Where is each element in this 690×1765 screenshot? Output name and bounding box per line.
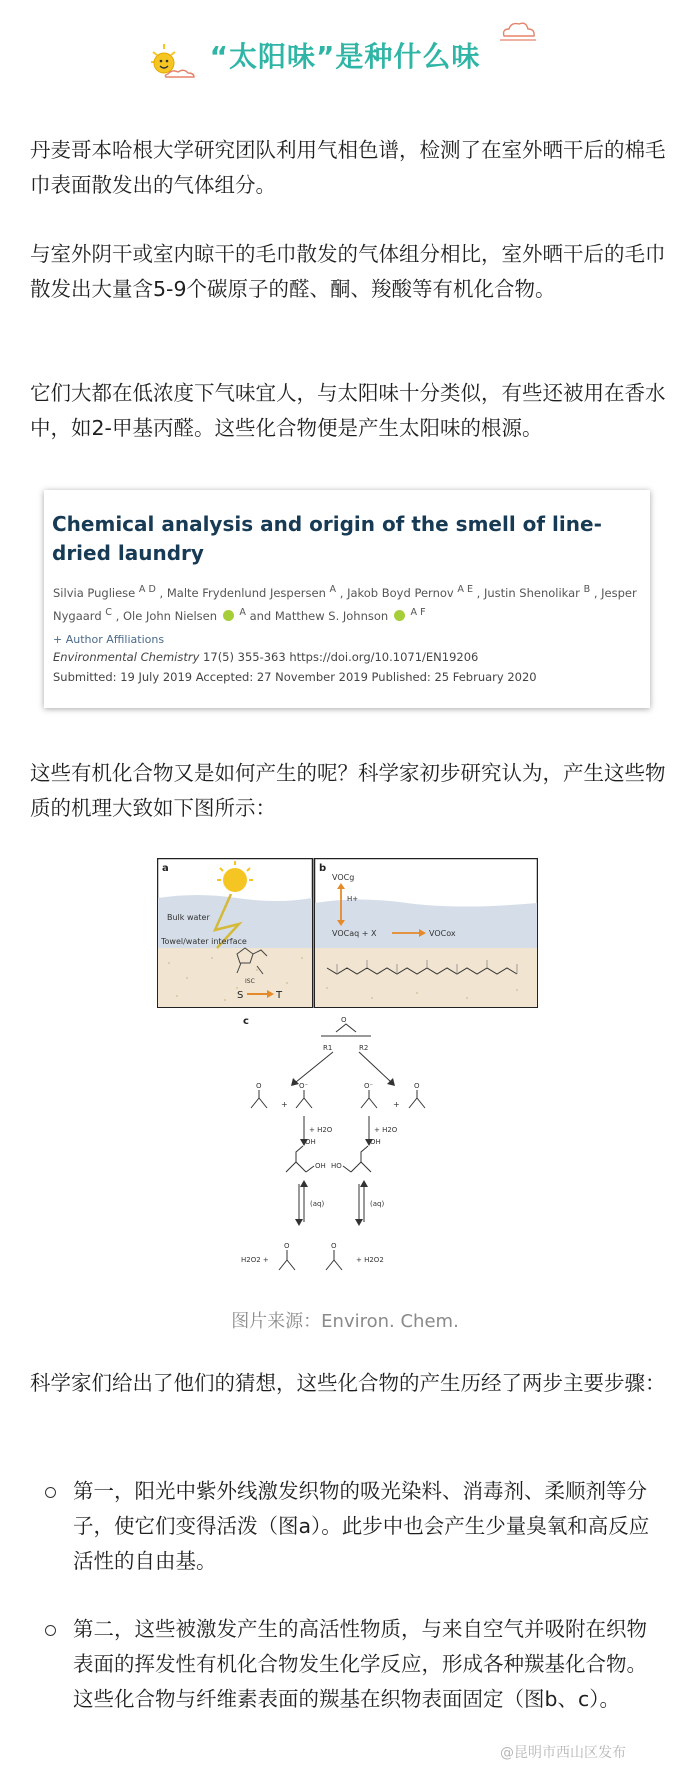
paragraph-hypothesis: 科学家们给出了他们的猜想，这些化合物的产生历经了两步主要步骤：: [30, 1371, 666, 1395]
panel-b-label: b: [319, 863, 327, 874]
svg-text:OH: OH: [305, 1138, 316, 1146]
svg-text:O: O: [284, 1242, 290, 1250]
author-affil-sup: A E: [457, 584, 474, 595]
svg-text:O: O: [331, 1242, 337, 1250]
author-name[interactable]: , Malte Frydenlund Jespersen: [159, 585, 326, 600]
paragraph-comparison: 与室外阴干或室内晾干的毛巾散发的气体组分相比，室外晒干后的毛巾散发出大量含5-9个碳原子的醛、酮、羧酸等有机化合物。: [30, 242, 666, 301]
h2o2-label-right: + H2O2: [356, 1256, 384, 1264]
bullet-circle-icon: [45, 1487, 56, 1498]
bulk-water-label: Bulk water: [167, 913, 210, 922]
s-label: S: [237, 990, 244, 1001]
author-affil-sup: A D: [138, 584, 156, 595]
orcid-icon[interactable]: [223, 610, 234, 621]
author-affiliations-link[interactable]: + Author Affiliations: [53, 633, 165, 646]
paper-authors: [53, 580, 643, 626]
journal-doi[interactable]: 17(5) 355-363 https://doi.org/10.1071/EN19206: [199, 650, 479, 664]
author-name[interactable]: and Matthew S. Johnson: [249, 608, 389, 623]
h2o2-label-left: H2O2 +: [241, 1256, 269, 1264]
svg-text:HO: HO: [331, 1162, 342, 1170]
step-text: 第一，阳光中紫外线激发织物的吸光染料、消毒剂、柔顺剂等分子，使它们变得活泼（图a）。此步中也会产生少量臭氧和高反应活性的自由基。: [73, 1479, 650, 1573]
svg-text:O: O: [341, 1016, 347, 1024]
voc-ox-label: VOCox: [429, 929, 456, 938]
figure-caption: 图片来源：Environ. Chem.: [231, 1311, 459, 1332]
panel-a-label: a: [162, 863, 169, 874]
header: [0, 0, 690, 100]
svg-text:O: O: [414, 1082, 420, 1090]
paragraph-intro: 丹麦哥本哈根大学研究团队利用气相色谱，检测了在室外晒干后的棉毛巾表面散发出的气体组分。: [30, 138, 666, 197]
bullet-circle-icon: [45, 1625, 56, 1636]
paragraph-mechanism-question: 这些有机化合物又是如何产生的呢？科学家初步研究认为，产生这些物质的机理大致如下图所示：: [30, 761, 666, 820]
author-name[interactable]: , Jesper Nygaard: [53, 585, 637, 623]
isc-label: ISC: [245, 978, 255, 985]
aq-label-left: (aq): [310, 1200, 325, 1208]
voc-g-label: VOCg: [332, 873, 355, 882]
author-affil-sup: B: [583, 584, 591, 595]
h2o-label-left: + H2O: [309, 1126, 333, 1134]
r1-label: R1: [323, 1044, 333, 1052]
panel-c-label: c: [243, 1016, 249, 1027]
author-name[interactable]: , Jakob Boyd Pernov: [339, 585, 454, 600]
voc-aq-label: VOCaq + X: [332, 929, 377, 938]
h2o-label-right: + H2O: [374, 1126, 398, 1134]
watermark: @昆明市西山区发布: [500, 1745, 626, 1761]
paper-dates: Submitted: 19 July 2019 Accepted: 27 November 2019 Published: 25 February 2020: [53, 670, 537, 684]
svg-text:O⁻: O⁻: [364, 1082, 374, 1090]
journal-name: Environmental Chemistry: [53, 650, 200, 664]
author-affil-sup: A: [239, 606, 246, 618]
svg-text:OH: OH: [315, 1162, 326, 1170]
aq-label-right: (aq): [370, 1200, 385, 1208]
interface-label: Towel/water interface: [161, 937, 247, 946]
svg-text:O: O: [256, 1082, 262, 1090]
r2-label: R2: [359, 1044, 369, 1052]
mechanism-figure-c: [241, 1012, 471, 1290]
step-text: 第二，这些被激发产生的高活性物质，与来自空气并吸附在织物表面的挥发性有机化合物发生化学反应，形成各种羰基化合物。这些化合物与纤维素表面的羰基在织物表面固定（图b、c）。: [73, 1617, 647, 1711]
t-label: T: [276, 990, 283, 1001]
svg-text:+: +: [393, 1100, 400, 1109]
paper-citation-card: [44, 490, 650, 708]
svg-text:OH: OH: [370, 1138, 381, 1146]
mechanism-figure-ab: [157, 858, 538, 1008]
author-name[interactable]: , Justin Shenolikar: [476, 585, 580, 600]
author-affil-sup: A: [329, 584, 337, 595]
journal-reference: [53, 650, 478, 664]
paper-title[interactable]: Chemical analysis and origin of the smell of line-dried laundry: [52, 512, 602, 565]
orcid-icon[interactable]: [394, 610, 405, 621]
page-title: “太阳味”是种什么味: [209, 40, 481, 73]
h-plus-label: H+: [347, 895, 359, 903]
svg-text:+: +: [281, 1100, 288, 1109]
author-affil-sup: C: [105, 606, 112, 618]
author-affil-sup: A F: [410, 606, 426, 618]
author-name[interactable]: , Ole John Nielsen: [115, 608, 218, 623]
paragraph-smell-origin: 它们大都在低浓度下气味宜人，与太阳味十分类似，有些还被用在香水中，如2-甲基丙醛。这些化合物便是产生太阳味的根源。: [30, 381, 666, 440]
author-name[interactable]: Silvia Pugliese: [53, 585, 136, 600]
svg-text:O⁻: O⁻: [299, 1082, 309, 1090]
cloud-icon: [498, 18, 538, 44]
